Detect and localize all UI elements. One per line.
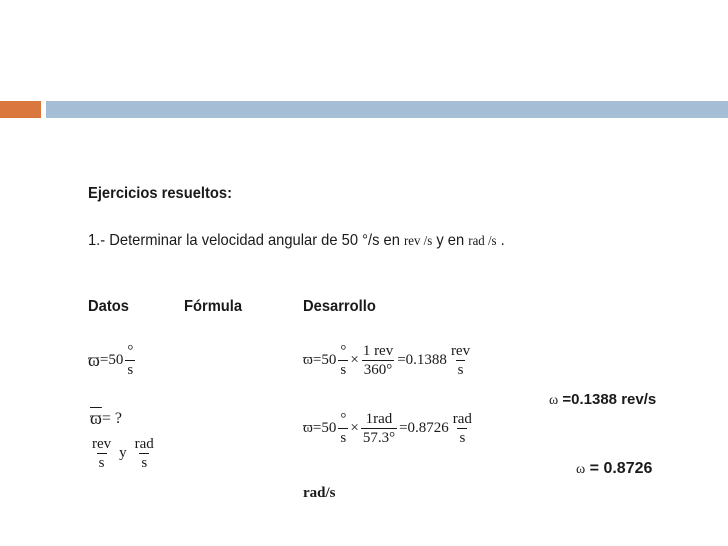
answer-rad-unit: rad/s [303, 485, 336, 501]
omega-symbol: ω [576, 462, 586, 477]
eq1-factor-den: 360° [363, 362, 393, 378]
eq1-factor [361, 342, 395, 379]
answer-rad-text: = 0.8726 [589, 460, 653, 477]
eq1-result: =0.1388 [397, 352, 447, 368]
omega-symbol: ϖ [88, 350, 100, 370]
eq2-factor-den: 57.3° [362, 430, 396, 446]
eq1-deg-fraction [338, 342, 348, 379]
eq1-unit-num: rev [450, 343, 471, 359]
answer-rad [576, 460, 652, 478]
datos-per: s [127, 362, 134, 378]
eq1-unit-den: s [457, 362, 464, 378]
omega-symbol: $\overline{ϖ}$ [90, 408, 102, 428]
eq1-den: s [340, 362, 347, 378]
datos-unit-rad [133, 435, 156, 472]
problem-unit-rev: rev /s [404, 234, 433, 249]
header-bar [46, 101, 728, 118]
problem-end: . [496, 232, 505, 249]
column-datos: Datos [88, 298, 129, 315]
column-formula: Fórmula [184, 298, 243, 315]
eq2-deg-fraction [338, 410, 348, 447]
datos-given [88, 342, 137, 379]
datos-unknown [90, 408, 122, 429]
problem-prefix: 1.- Determinar la velocidad angular de 50 °/s en [88, 232, 405, 249]
datos-unit-rev-den: s [98, 455, 105, 471]
eq1-factor-num: 1 rev [362, 343, 394, 359]
datos-value: 50 [108, 352, 124, 368]
eq2-den: s [340, 430, 347, 446]
datos-deg: ° [127, 343, 134, 359]
datos-unit-rad-den: s [141, 455, 148, 471]
eq2-factor-num: 1rad [365, 411, 393, 427]
problem-mid: y en [432, 232, 469, 249]
equation-rev [303, 342, 474, 379]
eq1-lhs: ϖ=50 [303, 352, 337, 368]
problem-unit-rad: rad /s [468, 234, 497, 249]
equation-rad [303, 410, 476, 447]
eq2-result: =0.8726 [399, 420, 449, 436]
eq2-unit-num: rad [452, 411, 472, 427]
eq1-unit [449, 342, 472, 379]
datos-target-units [88, 435, 158, 472]
answer-rev [549, 391, 656, 409]
eq2-times: × [350, 420, 359, 436]
eq1-deg: ° [340, 343, 347, 359]
eq2-lhs: ϖ=50 [303, 420, 337, 436]
eq2-unit-den: s [459, 430, 466, 446]
problem-statement [88, 232, 505, 250]
datos-unit-rev [90, 435, 113, 472]
eq2-factor [361, 410, 397, 447]
answer-rev-text: =0.1388 rev/s [562, 391, 657, 408]
datos-unit-rad-num: rad [134, 436, 154, 452]
datos-eq-sign: = [99, 352, 109, 368]
datos-unknown-text: = ? [101, 409, 122, 427]
datos-unit-rev-num: rev [92, 436, 112, 452]
datos-unit-fraction [125, 342, 135, 379]
datos-y: y [119, 445, 127, 461]
eq1-times: × [350, 352, 359, 368]
eq2-unit [451, 410, 474, 447]
omega-symbol: ω [549, 393, 559, 408]
section-title: Ejercicios resueltos: [88, 185, 232, 202]
eq2-deg: ° [340, 411, 347, 427]
header-accent-bar [0, 101, 41, 118]
column-desarrollo: Desarrollo [303, 298, 376, 315]
